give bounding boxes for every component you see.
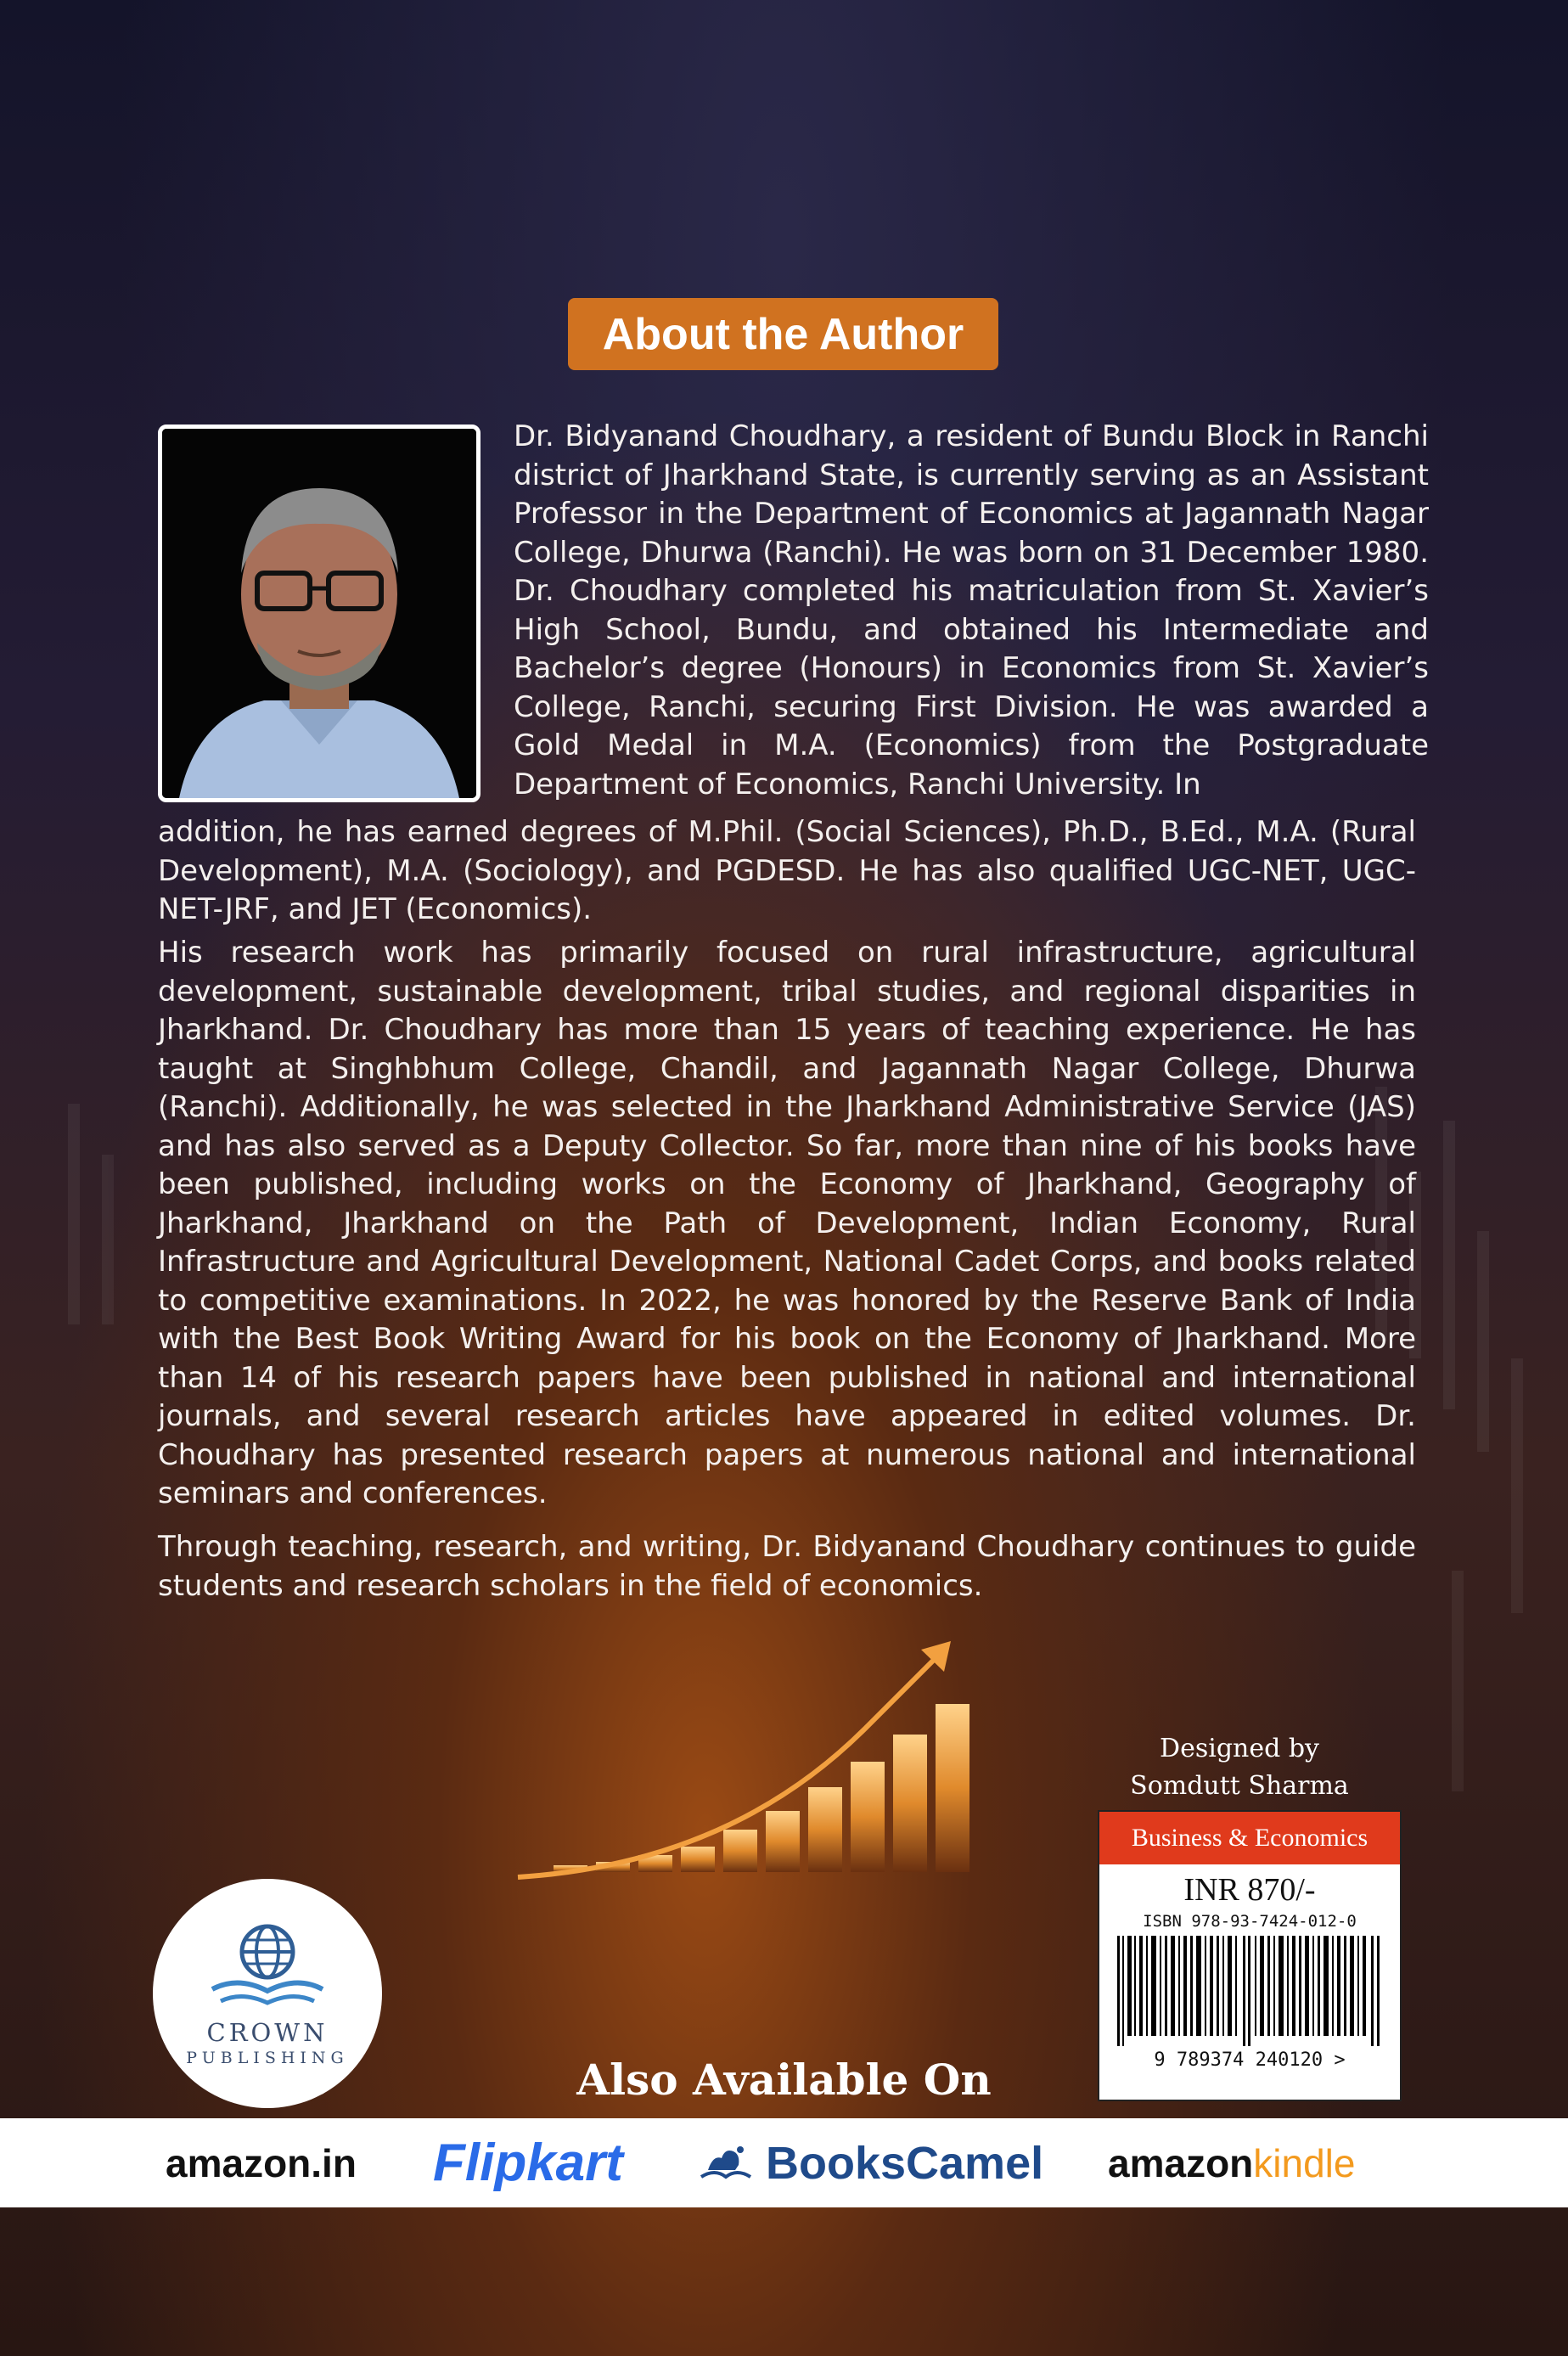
designer-label: Designed by [1160, 1734, 1319, 1763]
barcode-number: 9 789374 240120 > [1154, 2050, 1346, 2071]
bio-closing-paragraph: Through teaching, research, and writing, Dr. Bidyanand Choudhary continues to guide students and research scholars in the field of economics. [158, 1530, 1416, 1603]
globe-book-icon [204, 1920, 331, 2013]
barcode-image [1114, 1936, 1385, 2046]
author-portrait-image [162, 429, 476, 798]
amazon-kindle-text-amazon: amazon [1108, 2140, 1254, 2185]
bookscamel-text: BooksCamel [766, 2137, 1044, 2189]
price-barcode-box [1098, 1810, 1402, 2101]
flipkart-text: Flipkart [433, 2134, 623, 2192]
amazon-in-logo[interactable] [166, 2118, 357, 2207]
retailer-bar [0, 2118, 1568, 2207]
publisher-subtitle: PUBLISHING [186, 2049, 349, 2067]
bio-continuation-paragraph: addition, he has earned degrees of M.Phil. (Social Sciences), Ph.D., B.Ed., M.A. (Rural Development), M.A. (Sociology), and PGDESD. He has also qualified UGC-NET, UGC-NET-JRF, and JET (Economics). [158, 815, 1416, 926]
amazon-in-text: amazon.in [166, 2140, 357, 2185]
about-author-heading: About the Author [568, 298, 998, 370]
amazon-kindle-text-kindle: kindle [1253, 2140, 1356, 2185]
publisher-logo [153, 1879, 382, 2108]
publisher-name: CROWN [206, 2018, 329, 2047]
category-label: Business & Economics [1099, 1812, 1400, 1864]
growth-bars-illustration [509, 1626, 1002, 1898]
designer-credit [1112, 1730, 1367, 1805]
amazon-kindle-logo[interactable] [1108, 2118, 1355, 2207]
bio-intro-paragraph: Dr. Bidyanand Choudhary, a resident of Bundu Block in Ranchi district of Jharkhand State, is currently serving as an Assistant Professor in the Department of Economics at Jagannath Nagar College, Dhurwa (Ranchi). He was born on 31 December 1980. Dr. Choudhary completed his matriculation from St. Xavier’s High School, Bundu, and obtained his Intermediate and Bachelor’s degree (Honours) in Economics from St. Xavier’s College, Ranchi, securing First Division. He was awarded a Gold Medal in M.A. (Economics) from the Postgraduate Department of Economics, Ranchi University. In [514, 419, 1429, 801]
isbn-label: ISBN 978-93-7424-012-0 [1143, 1912, 1357, 1931]
price-label: INR 870/- [1183, 1872, 1316, 1908]
flipkart-logo[interactable] [433, 2118, 623, 2207]
camel-book-icon [696, 2140, 756, 2187]
designer-name: Somdutt Sharma [1130, 1771, 1349, 1801]
bookscamel-logo[interactable] [696, 2118, 1043, 2207]
also-available-heading: Also Available On [576, 2055, 992, 2105]
author-photo [158, 425, 481, 802]
bio-research-paragraph: His research work has primarily focused on rural infrastructure, agricultural development, sustainable development, tribal studies, and regional disparities in Jharkhand. Dr. Choudhary has more than 15 years of teaching experience. He has taught at Singhbhum College, Chandil, and Jagannath Nagar College, Dhurwa (Ranchi). Additionally, he was selected in the Jharkhand Administrative Service (JAS) and has also served as a Deputy Collector. So far, more than nine of his books have been published, including works on the Economy of Jharkhand, Geography of Jharkhand, Jharkhand on the Path of Development, Indian Economy, Rural Infrastructure and Agricultural Development, National Cadet Corps, and books related to competitive examinations. In 2022, he was honored by the Reserve Bank of India with the Best Book Writing Award for his book on the Economy of Jharkhand. More than 14 of his research papers have been published in national and international journals, and several research articles have appeared in edited volumes. Dr. Choudhary has presented research papers at numerous national and international seminars and conferences. [158, 936, 1416, 1510]
